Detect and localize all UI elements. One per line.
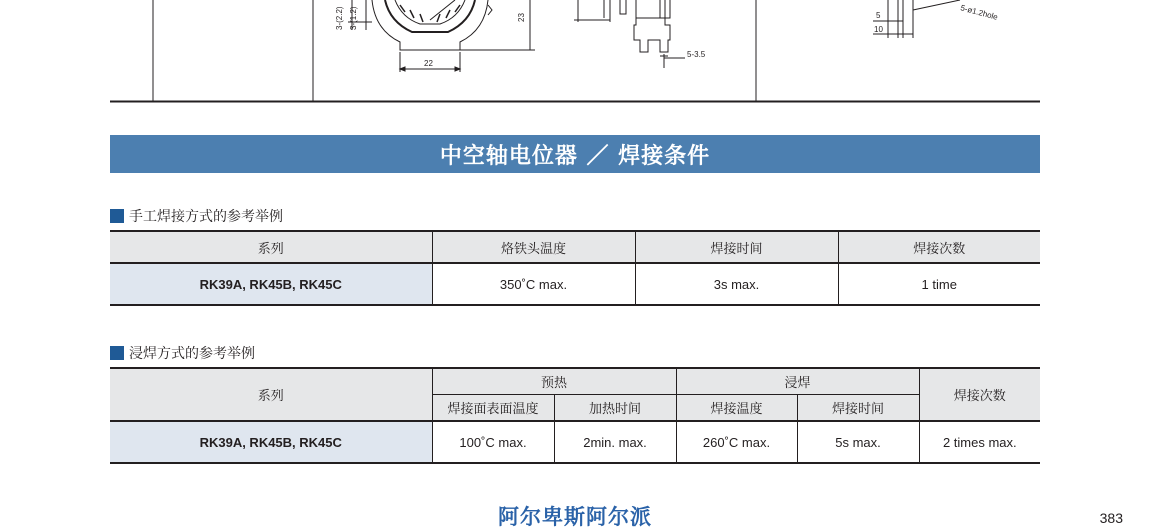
section-heading-text: 浸焊方式的参考举例 [129,346,255,362]
technical-drawing [0,0,1150,105]
dim-label: 3-(2.2) [335,6,344,30]
section-banner [110,135,1040,173]
table-header-row [110,231,1040,263]
column-header: 烙铁头温度 [432,231,635,263]
column-header: 焊接次数 [838,231,1040,263]
column-header: 焊接时间 [635,231,838,263]
column-header: 焊接温度 [676,394,797,421]
table-header-row [110,368,1040,394]
dip-soldering-table [110,367,1040,464]
square-bullet-icon [110,346,124,360]
banner-title: 中空轴电位器 ／ 焊接条件 [439,143,711,169]
column-header: 系列 [110,231,432,263]
brand-footer: 阿尔卑斯阿尔派 [498,505,652,529]
tip-temp-cell: 350˚C max. [432,263,635,305]
column-header: 系列 [110,368,432,421]
column-header: 焊接次数 [919,368,1040,421]
square-bullet-icon [110,209,124,223]
dim-label: 5 [876,11,881,20]
dim-label: 22 [424,59,433,68]
heat-time-cell: 2min. max. [554,421,676,463]
column-header: 加热时间 [554,394,676,421]
hand-soldering-heading [110,206,283,226]
column-group-header: 预热 [432,368,676,394]
column-group-header: 浸焊 [676,368,919,394]
series-cell: RK39A, RK45B, RK45C [110,421,432,463]
column-header: 焊接时间 [797,394,919,421]
surface-temp-cell: 100˚C max. [432,421,554,463]
dim-label: 5-3.5 [687,50,706,59]
solder-time-cell: 5s max. [797,421,919,463]
page-number: 383 [1099,510,1123,526]
dim-label: 23 [517,13,526,22]
count-cell: 1 time [838,263,1040,305]
dim-label: 5-ø1.2hole [959,3,999,22]
series-cell: RK39A, RK45B, RK45C [110,263,432,305]
table-row [110,263,1040,305]
potentiometer-side-view [574,0,685,68]
hand-soldering-table [110,230,1040,306]
count-cell: 2 times max. [919,421,1040,463]
section-heading-text: 手工焊接方式的参考举例 [129,209,283,225]
column-header: 焊接面表面温度 [432,394,554,421]
solder-temp-cell: 260˚C max. [676,421,797,463]
pcb-hole-pattern [873,0,960,38]
dim-label: 3-(1.2) [349,6,358,30]
potentiometer-front-view [348,0,535,72]
table-row [110,421,1040,463]
dim-label: 10 [874,25,883,34]
time-cell: 3s max. [635,263,838,305]
dip-soldering-heading [110,343,255,363]
